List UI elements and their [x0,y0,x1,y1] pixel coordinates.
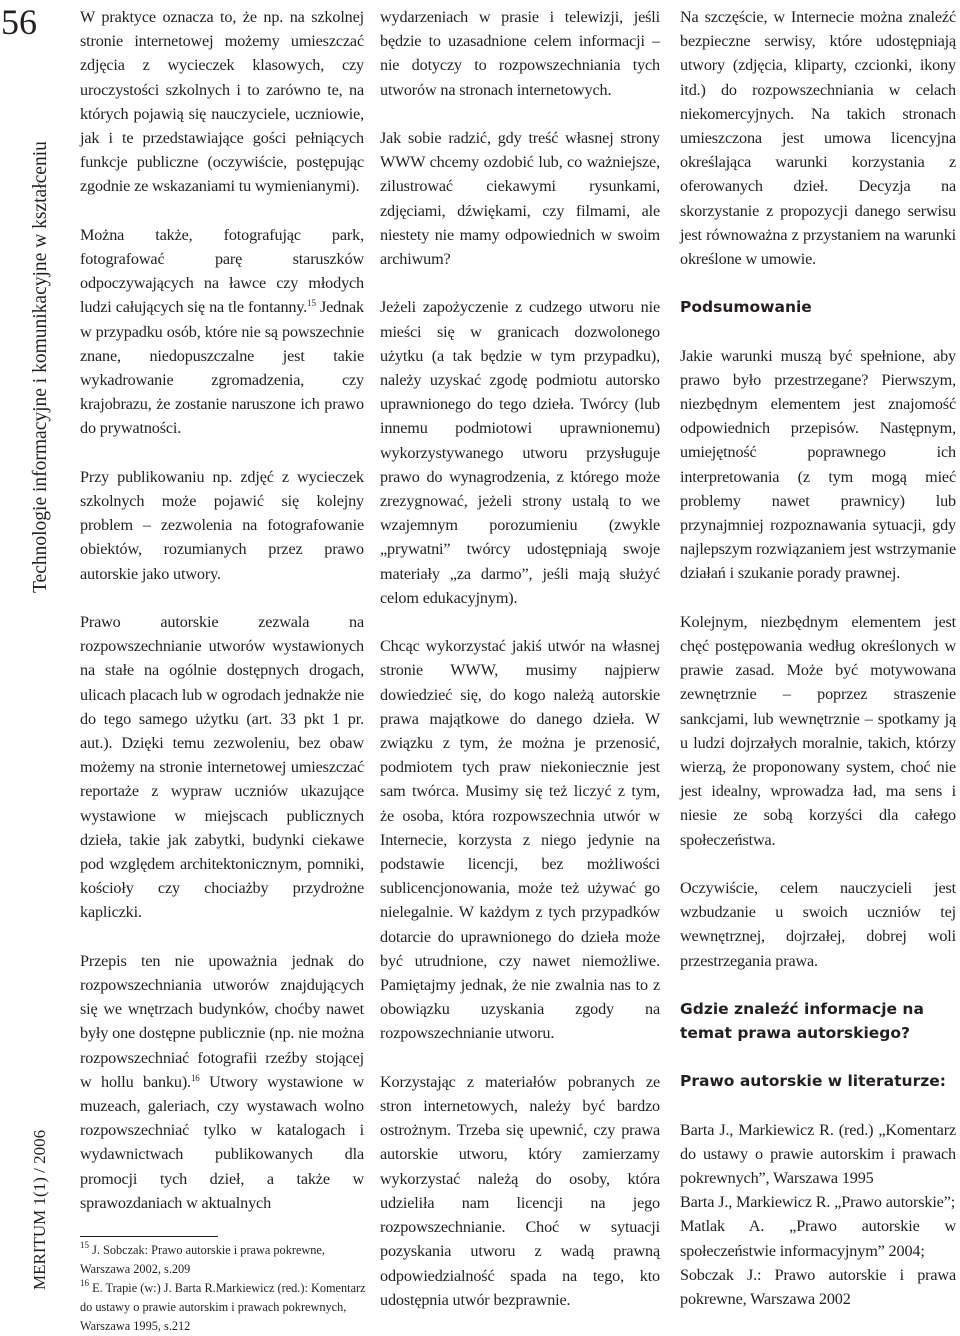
paragraph [80,949,364,1215]
column-1 [80,5,364,1215]
footnote [80,1279,366,1336]
footnote-number: 16 [80,1278,89,1288]
reference: Barta J., Markiewicz R. „Prawo autorskie”; [680,1193,956,1212]
paragraph-text: Można także, fotografując park, fotografować parę staruszków odpoczywających na ławce czy młodych ludzi całujących się na tle fontanny. [80,225,364,317]
section-heading: Podsumowanie [680,298,812,317]
footnote-text: E. Trapie (w:) J. Barta R.Markiewicz (red.): Komentarz do ustawy o prawie autorskim i prawach pokrewnych, Warszawa 1995, s.212 [80,1281,366,1333]
paragraph-text: Jednak w przypadku osób, które nie są powszechnie znane, niedopuszczalne jest takie wykadrowanie zgromadzenia, czy krajobrazu, że zostanie naruszone ich prawo do prywatności. [80,298,364,438]
column-3 [680,5,956,1311]
subsection-heading: Prawo autorskie w literaturze: [680,1072,946,1091]
journal-tag: MERITUM 1(1) / 2006 [30,1129,49,1290]
paragraph-text: Przepis ten nie upoważnia jednak do rozpowszechniania utworów znajdujących się we wnętrzach budynków, choćby nawet były one dostępne publicznie (np. nie można rozpowszechniać fotografii rzeźby stojącej w hollu banku). [80,951,364,1091]
paragraph: Chcąc wykorzystać jakiś utwór na własnej stronie WWW, musimy najpierw dowiedzieć się, do kogo należą autorskie prawa majątkowe do danego dzieła. W związku z tym, że można je przenosić, podmiotem tych praw niekoniecznie jest sam twórca. Musimy się też liczyć z tym, że osoba, która rozpowszechnia utwór w Internecie, korzysta z niego jedynie na podstawie licencji, bez możliwości sublicencjonowania, może też używać go nielegalnie. W każdym z tych przypadków dotarcie do uprawnionego do dzieła może być utrudnione, czy nawet niemożliwe. Pamiętajmy jednak, że nie zwalnia nas to z obowiązku uzyskania zgody na rozpowszechnianie utworu. [380,637,660,1043]
paragraph: W praktyce oznacza to, że np. na szkolnej stronie internetowej możemy umieszczać zdjęcia z wycieczek klasowych, czy uroczystości szkolnych i to zarówno te, na których pojawią się nauczyciele, uczniowie, jak i te przedstawiające gości pełniących funkcje publiczne (oczywiście, postępując zgodnie ze wskazaniami tu wymienianymi). [80,8,364,196]
paragraph [80,223,364,441]
reference: Sobczak J.: Prawo autorskie i prawa pokrewne, Warszawa 2002 [680,1265,956,1309]
footnote-ref: 16 [190,1072,200,1083]
footnote-divider [80,1236,218,1237]
footnote-ref: 15 [307,298,316,309]
paragraph: Jakie warunki muszą być spełnione, aby prawo było przestrzegane? Pierwszym, niezbędnym elementem jest znajomość odpowiednich przepisów. Następnym, umiejętność poprawnego ich interpretowania (z tym mogą mieć problemy nawet prawnicy) lub przynajmniej rozpoznawania sytuacji, gdy najlepszym rozwiązaniem jest wstrzymanie działań i szukanie porady prawnej. [680,346,956,583]
footnote [80,1241,366,1279]
paragraph: Na szczęście, w Internecie można znaleźć bezpieczne serwisy, które udostępniają utwory (zdjęcia, kliparty, czcionki, ikony itd.) do rozpowszechniania w celach niekomercyjnych. Na takich stronach umieszczona jest umowa licencyjna określająca warunki korzystania z oferowanych dzieł. Decyzja na skorzystanie z propozycji danego serwisu jest równoważna z przystaniem na warunki określone w umowie. [680,8,956,269]
column-2 [380,5,660,1312]
section-heading: Gdzie znaleźć informacje na temat prawa autorskiego? [680,1000,924,1043]
reference: Matlak A. „Prawo autorskie w społeczeństwie informacyjnym” 2004; [680,1217,956,1260]
paragraph: Przy publikowaniu np. zdjęć z wycieczek szkolnych może pojawić się kolejny problem – zezwolenia na fotografowanie obiektów, rozumianych przez prawo autorskie jako utwory. [80,467,364,583]
footnote-text: J. Sobczak: Prawo autorskie i prawa pokrewne, Warszawa 2002, s.209 [80,1243,325,1276]
page-number: 56 [1,2,37,42]
reference: Barta J., Markiewicz R. (red.) „Komentarz do ustawy o prawie autorskim i prawach pokrewnych”, Warszawa 1995 [680,1120,956,1188]
paragraph: Korzystając z materiałów pobranych ze stron internetowych, należy być bardzo ostrożnym. Trzeba się upewnić, czy prawa autorskie utworu, który zamierzamy wykorzystać należą do osoby, która udzieliła nam licencji na jego rozpowszechnianie. Choć w sytuacji pozyskania utworu z wadą prawną odpowiedzialność spada na tego, kto udostępnia utwór bezprawnie. [380,1072,660,1309]
paragraph: Prawo autorskie zezwala na rozpowszechnianie utworów wystawionych na stałe na ogólnie dostępnych drogach, ulicach placach lub w ogrodach jednakże nie do tego samego użytku (art. 33 pkt 1 pr. aut.). Dzięki temu zezwoleniu, bez obaw możemy na stronie internetowej umieszczać reportaże z wypraw uczniów ukazujące wystawione w miejscach publicznych dzieła, takie jak zabytki, budynki ciekawe pod względem architektonicznym, pomniki, kościoły czy chociażby przydrożne kapliczki. [80,613,364,922]
paragraph: wydarzeniach w prasie i telewizji, jeśli będzie to uzasadnione celem informacji – nie dotyczy to rozpowszechniania tych utworów na stronach internetowych. [380,8,660,99]
footnote-number: 15 [80,1240,89,1250]
paragraph: Jak sobie radzić, gdy treść własnej strony WWW chcemy ozdobić lub, co ważniejsze, zilustrować ciekawymi rysunkami, zdjęciami, dźwiękami, czy filmami, ale niestety nie mamy odpowiednich w swoim archiwum? [380,129,660,269]
paragraph: Kolejnym, niezbędnym elementem jest chęć postępowania według określonych w prawie zasad. Może być motywowana zewnętrznie – poprzez straszenie sankcjami, lub wewnętrznie – spotkamy ją u ludzi dojrzałych moralnie, takich, którzy wierzą, że proponowany system, choć nie jest idealny, wprowadza ład, ma sens i niesie ze sobą korzyści dla całego społeczeństwa. [680,612,956,849]
paragraph: Jeżeli zapożyczenie z cudzego utworu nie mieści się w granicach dozwolonego użytku (a tak będzie w tym przypadku), należy uzyskać zgodę podmiotu autorsko uprawnionego do tego dzieła. Twórcy (lub innemu podmiotowi uprawnionemu) wykorzystywanego utworu przysługuje prawo do wynagrodzenia, z którego może zrezygnować, jeżeli strony ustalą to we wzajemnym porozumieniu (zwykle „prywatni” twórcy udostępniają swoje materiały „za darmo”, jeśli mają służyć celom edukacyjnym). [380,298,660,607]
running-title: Technologie informacyjne i komunikacyjne w kształceniu [30,141,51,593]
paragraph-text: Utwory wystawione w muzeach, galeriach, czy wystawach wolno rozpowszechniać tylko w katalogach i wydawnictwach publikowanych dla promocji tych dzieł, a także w sprawozdaniach w aktualnych [80,1072,364,1212]
footnotes [80,1241,366,1336]
paragraph: Oczywiście, celem nauczycieli jest wzbudzanie u swoich uczniów tej wewnętrznej, dojrzałej, dobrej woli przestrzegania prawa. [680,879,956,970]
